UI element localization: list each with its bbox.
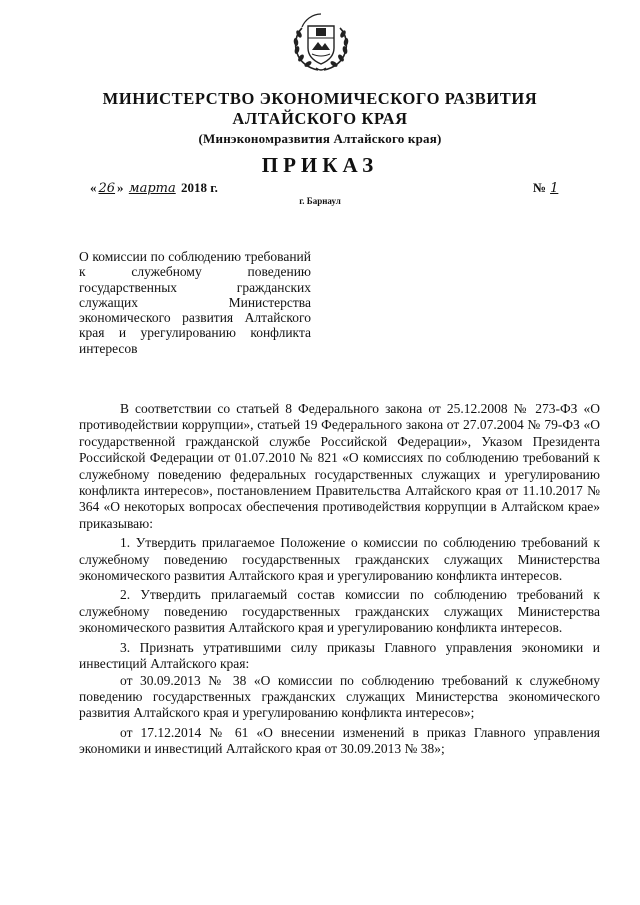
document-title: ПРИКАЗ xyxy=(261,153,379,177)
date-close-quote: » xyxy=(117,180,124,195)
item-3-paragraph: 3. Признать утратившими силу приказы Главного управления экономики и инвестиций Алтайского края: xyxy=(79,639,600,672)
preamble-paragraph: В соответствии со статьей 8 Федерального закона от 25.12.2008 № 273-ФЗ «О противодействии коррупции», статьей 19 Федерального закона от 27.07.2004 № 79-ФЗ «О государственной гражданской службе Российской Федерации», Указом Президента Российской Федерации от 01.07.2010 № 821 «О комиссиях по соблюдению требований к служебному поведению федеральных государственных служащих и урегулированию конфликта интересов», постановлением Правительства Алтайского края от 11.10.2017 № 364 «О некоторых вопросах обеспечения противодействия коррупции в Алтайском крае» приказываю: xyxy=(79,401,600,531)
item-2-paragraph: 2. Утвердить прилагаемый состав комиссии по соблюдению требований к служебному поведению государственных гражданских служащих Министерства экономического развития Алтайского края и урегулированию конфликта интересов. xyxy=(79,587,600,636)
item-3b-paragraph: от 17.12.2014 № 61 «О внесении изменений в приказ Главного управления экономики и инвестиций Алтайского края от 30.09.2013 № 38»; xyxy=(79,724,600,757)
ministry-name-line2: АЛТАЙСКОГО КРАЯ xyxy=(232,109,408,128)
item-3a-paragraph: от 30.09.2013 № 38 «О комиссии по соблюдению требований к служебному поведению государственных гражданских служащих Министерства экономического развития Алтайского края и урегулированию конфликта интересов»; xyxy=(79,672,600,721)
number-value: 1 xyxy=(550,181,559,196)
date-day: 26 xyxy=(98,181,116,196)
date-month: марта xyxy=(128,181,176,196)
city: г. Барнаул xyxy=(299,196,341,206)
order-body xyxy=(79,401,600,758)
order-number xyxy=(533,180,562,196)
date-year: 2018 г. xyxy=(180,180,218,195)
coat-of-arms-emblem xyxy=(288,10,354,76)
ministry-short-name: (Минэкономразвития Алтайского края) xyxy=(198,131,442,146)
number-label: № xyxy=(533,180,547,195)
order-date xyxy=(90,180,218,196)
ministry-name-line1: МИНИСТЕРСТВО ЭКОНОМИЧЕСКОГО РАЗВИТИЯ xyxy=(102,89,538,108)
order-subject: О комиссии по соблюдению требований к служебному поведению государственных гражданских служащих Министерства экономического развития Алтайского края и урегулированию конфликта интересов xyxy=(79,249,311,356)
item-1-paragraph: 1. Утвердить прилагаемое Положение о комиссии по соблюдению требований к служебному поведению государственных гражданских служащих Министерства экономического развития Алтайского края и урегулированию конфликта интересов. xyxy=(79,535,600,584)
date-open-quote: « xyxy=(90,180,97,195)
